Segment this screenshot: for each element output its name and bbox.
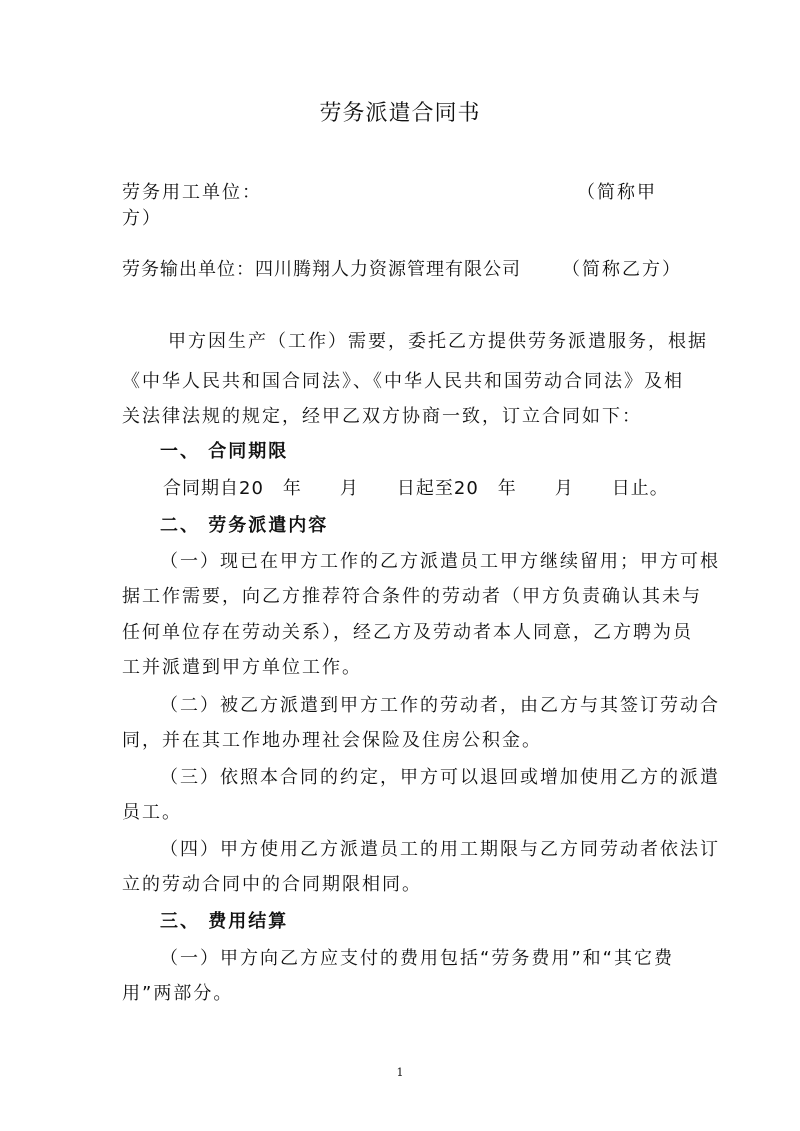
paragraph-line: （二）被乙方派遣到甲方工作的劳动者，由乙方与其签订劳动合 xyxy=(160,695,720,716)
intro-line: 《中华人民共和国合同法》、《中华人民共和国劳动合同法》及相 xyxy=(122,371,684,392)
intro-line: 关法律法规的规定，经甲乙双方协商一致，订立合同如下： xyxy=(122,406,642,427)
paragraph-line: 据工作需要，向乙方推荐符合条件的劳动者（甲方负责确认其未与 xyxy=(122,586,702,607)
paragraph-line: 同，并在其工作地办理社会保险及住房公积金。 xyxy=(122,730,542,751)
section-3-heading: 三、 费用结算 xyxy=(160,911,289,932)
paragraph-line: 任何单位存在劳动关系），经乙方及劳动者本人同意，乙方聘为员 xyxy=(122,622,693,643)
party-a-label: 劳务用工单位： xyxy=(122,182,262,203)
document-title: 劳务派遣合同书 xyxy=(319,101,481,126)
paragraph-line: （一）现已在甲方工作的乙方派遣员工甲方继续留用；甲方可根 xyxy=(160,551,720,572)
paragraph-line: （三）依照本合同的约定，甲方可以退回或增加使用乙方的派遣 xyxy=(160,767,720,788)
party-a-abbr: （简称甲 xyxy=(577,182,657,203)
paragraph-line: （一）甲方向乙方应支付的费用包括“劳务费用”和“其它费 xyxy=(160,948,674,969)
intro-line: 甲方因生产（工作）需要，委托乙方提供劳务派遣服务，根据 xyxy=(168,331,708,352)
section-2-heading: 二、 劳务派遣内容 xyxy=(160,515,329,536)
section-1-heading: 一、 合同期限 xyxy=(160,441,289,462)
party-b-abbr: （简称乙方） xyxy=(562,259,682,280)
paragraph-line: （四）甲方使用乙方派遣员工的用工期限与乙方同劳动者依法订 xyxy=(160,839,720,860)
paragraph-line: 用”两部分。 xyxy=(122,983,234,1004)
paragraph-line: 员工。 xyxy=(122,802,182,823)
party-a-abbr-cont: 方） xyxy=(122,208,162,229)
paragraph-line: 立的劳动合同中的合同期限相同。 xyxy=(122,874,422,895)
paragraph-line: 工并派遣到甲方单位工作。 xyxy=(122,657,362,678)
page-number: 1 xyxy=(396,1066,404,1079)
contract-period-line: 合同期自20 年 月 日起至20 年 月 日止。 xyxy=(163,478,669,499)
party-b-label: 劳务输出单位：四川腾翔人力资源管理有限公司 xyxy=(122,259,521,280)
